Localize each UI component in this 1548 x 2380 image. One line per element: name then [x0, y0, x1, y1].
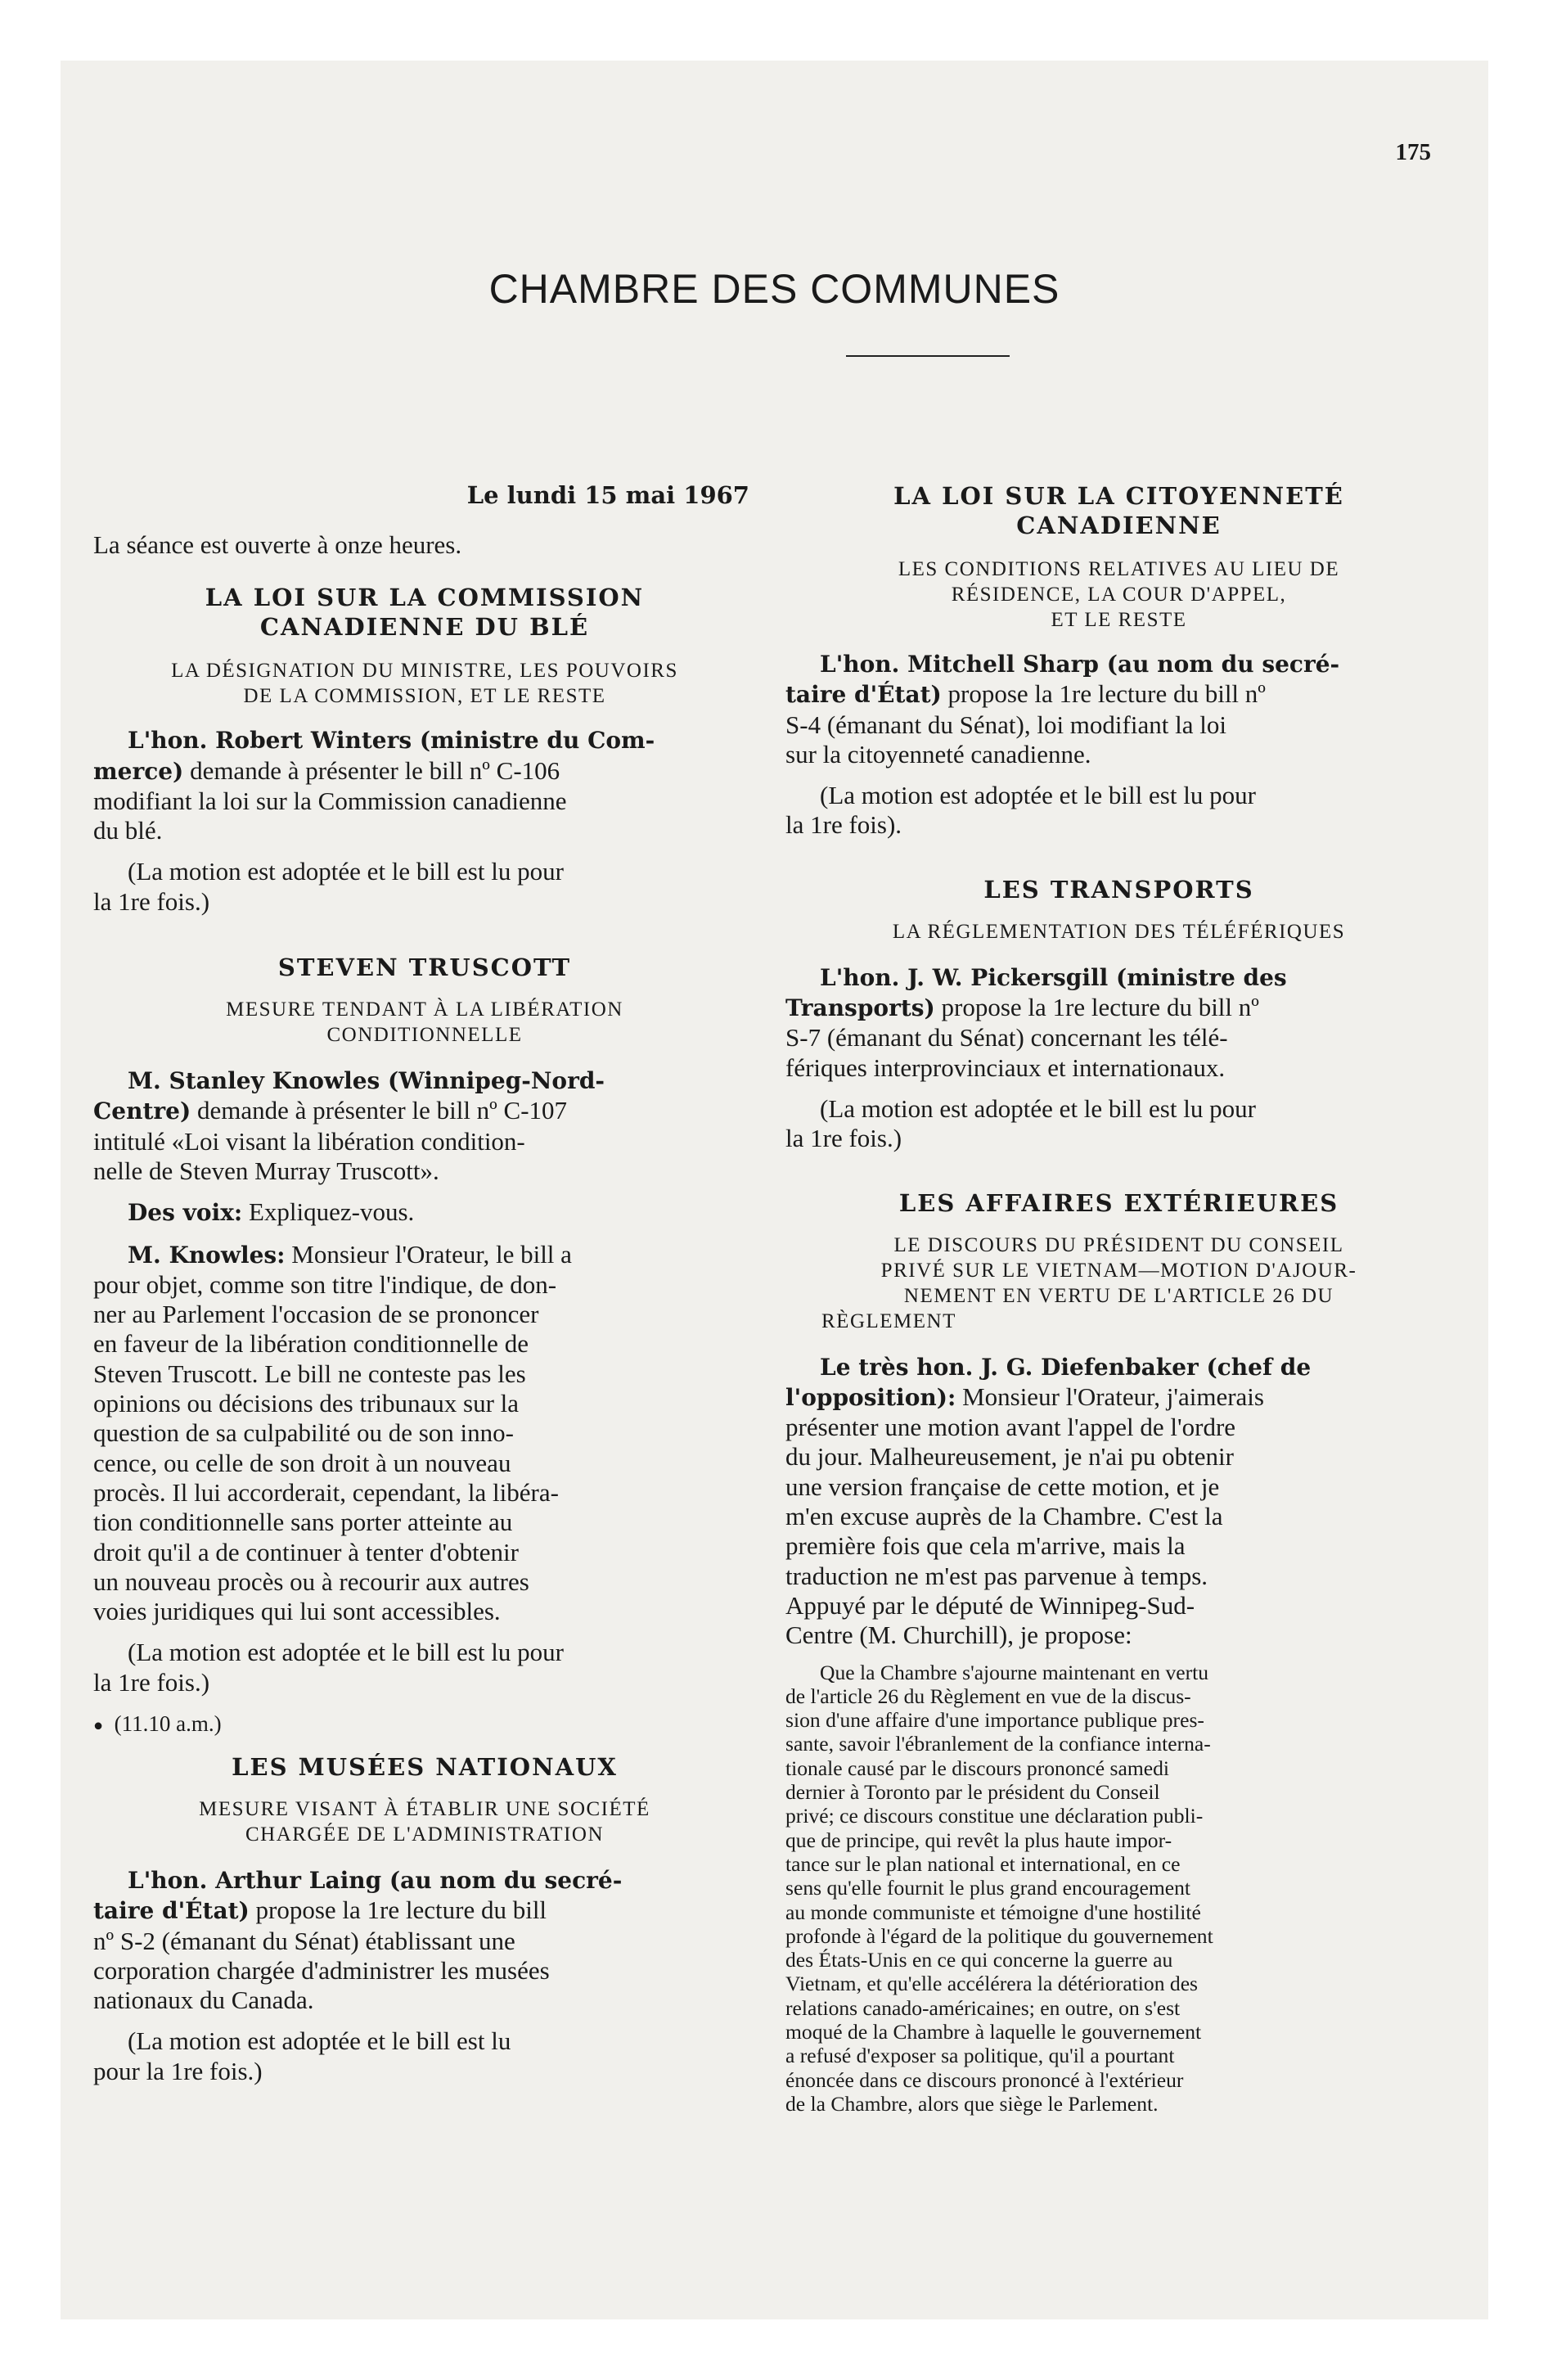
page-title: CHAMBRE DES COMMUNES [488, 266, 1060, 312]
section-subheading: ET LE RESTE [1051, 609, 1187, 631]
speech-text: Monsieur l'Orateur, j'aimerais [956, 1382, 1264, 1411]
section-heading: LES MUSÉES NATIONAUX [232, 1752, 618, 1781]
speech-text: Steven Truscott. Le bill ne conteste pas les [93, 1359, 526, 1388]
speech-text: Appuyé par le député de Winnipeg-Sud- [785, 1590, 1195, 1620]
section-museums [93, 1752, 756, 2086]
speech-text: Centre (M. Churchill), je propose: [785, 1620, 1132, 1650]
quote-line: des États-Unis en ce qui concerne la guerre au [785, 1948, 1173, 1972]
speech-text: droit qu'il a de continuer à tenter d'obtenir [93, 1537, 519, 1566]
speech-text: procès. Il lui accorderait, cependant, la libéra- [93, 1477, 559, 1507]
section-subheading: DE LA COMMISSION, ET LE RESTE [243, 685, 606, 708]
section-subheading: CHARGÉE DE L'ADMINISTRATION [245, 1823, 605, 1846]
right-column [785, 396, 1452, 2116]
quote-line: sens qu'elle fournit le plus grand encouragement [785, 1876, 1191, 1900]
speech-text: propose la 1re lecture du bill nº [941, 679, 1266, 709]
section-heading: CANADIENNE DU BLÉ [259, 613, 590, 642]
speech-text: pour objet, comme son titre l'indique, de don- [93, 1269, 557, 1299]
section-heading: LES AFFAIRES EXTÉRIEURES [898, 1188, 1339, 1217]
quote-line: de la Chambre, alors que siège le Parlement. [785, 2091, 1159, 2116]
speech-text: traduction ne m'est pas parvenue à temps. [785, 1561, 1208, 1590]
speech-text: voies juridiques qui lui sont accessibles. [93, 1597, 501, 1626]
section-truscott [93, 953, 756, 1741]
speaker-name: L'hon. J. W. Pickersgill (ministre des [820, 963, 1287, 991]
section-subheading: NEMENT EN VERTU DE L'ARTICLE 26 DU [903, 1284, 1334, 1307]
quote-line: tionale causé par le discours prononcé samedi [785, 1756, 1170, 1780]
speaker-name: taire d'État) [785, 681, 942, 709]
speech-text: présenter une motion avant l'appel de l'ordre [785, 1413, 1236, 1442]
motion-note [93, 2026, 756, 2086]
motion-text: (La motion est adoptée et le bill est lu pour [128, 1638, 564, 1667]
bullet-icon: ● [93, 1716, 104, 1735]
speech-text: nº S-2 (émanant du Sénat) établissant une [93, 1926, 515, 1955]
sitting-date: Le lundi 15 mai 1967 [466, 481, 749, 509]
motion-text: la 1re fois.) [785, 1124, 902, 1153]
speech-text: S-7 (émanant du Sénat) concernant les télé- [785, 1023, 1228, 1053]
motion-text: la 1re fois.) [93, 886, 210, 916]
section-subheading: LA RÉGLEMENTATION DES TÉLÉFÉRIQUES [892, 920, 1346, 943]
section-citizenship [785, 481, 1452, 841]
speech-text: propose la 1re lecture du bill nº [934, 993, 1259, 1022]
speech-text: cence, ou celle de son droit à un nouveau [93, 1448, 511, 1477]
quote-line: a refusé d'exposer sa politique, qu'il a pourtant [785, 2044, 1175, 2068]
speaker-name: L'hon. Robert Winters (ministre du Com- [128, 727, 655, 755]
quote-line: tance sur le plan national et international, en ce [785, 1851, 1181, 1876]
quote-line: relations canado-américaines; en outre, on s'est [785, 1995, 1181, 2020]
quote-line: profonde à l'égard de la politique du gouvernement [785, 1923, 1213, 1948]
section-heading: STEVEN TRUSCOTT [277, 953, 572, 982]
page-number: 175 [1395, 139, 1431, 165]
speech-text: modifiant la loi sur la Commission canadienne [93, 786, 567, 815]
motion-note [785, 781, 1452, 841]
motion-text: (La motion est adoptée et le bill est lu pour [820, 781, 1256, 810]
section-transports [785, 875, 1452, 1154]
motion-text: (La motion est adoptée et le bill est lu pour [820, 1093, 1256, 1123]
section-external-affairs [785, 1188, 1452, 2116]
section-heading: LA LOI SUR LA CITOYENNETÉ [893, 482, 1344, 510]
section-heading: CANADIENNE [1016, 512, 1222, 539]
speaker-name: M. Knowles: [128, 1241, 286, 1269]
speech-text: propose la 1re lecture du bill [249, 1895, 547, 1925]
speech-text: Expliquez-vous. [242, 1197, 415, 1227]
speech-paragraph [785, 1352, 1452, 1651]
speech-text: opinions ou décisions des tribunaux sur la [93, 1389, 520, 1418]
quote-line: privé; ce discours constitue une déclaration publi- [785, 1804, 1204, 1828]
motion-note [785, 1094, 1452, 1154]
speech-paragraph [785, 649, 1452, 769]
speaker-name: M. Stanley Knowles (Winnipeg-Nord- [128, 1067, 605, 1095]
section-subheading: LES CONDITIONS RELATIVES AU LIEU DE [898, 558, 1340, 580]
speech-text: du blé. [93, 816, 163, 845]
motion-text: pour la 1re fois.) [93, 2056, 263, 2085]
motion-text: (La motion est adoptée et le bill est lu [128, 2026, 511, 2056]
speaker-name: Centre) [93, 1098, 191, 1125]
quote-line: dernier à Toronto par le président du Conseil [785, 1780, 1160, 1805]
time-stamp [93, 1709, 756, 1741]
speaker-name: Le très hon. J. G. Diefenbaker (chef de [820, 1353, 1312, 1381]
motion-quote [785, 1661, 1452, 2116]
speech-text: tion conditionnelle sans porter atteinte au [93, 1508, 513, 1537]
speech-text: une version française de cette motion, et je [785, 1472, 1220, 1501]
speech-text: demande à présenter le bill nº C-107 [191, 1096, 568, 1125]
speech-text: du jour. Malheureusement, je n'ai pu obtenir [785, 1442, 1234, 1472]
speech-text: ner au Parlement l'occasion de se prononcer [93, 1300, 539, 1329]
motion-note [93, 857, 756, 917]
speech-text: fériques interprovinciaux et internationaux. [785, 1053, 1226, 1082]
section-subheading: RÉSIDENCE, LA COUR D'APPEL, [951, 584, 1287, 606]
speech-text: en faveur de la libération conditionnelle de [93, 1329, 529, 1359]
speech-text: corporation chargée d'administrer les musées [93, 1955, 550, 1985]
speaker-name: L'hon. Mitchell Sharp (au nom du secré- [820, 651, 1340, 678]
section-subheading: LA DÉSIGNATION DU MINISTRE, LES POUVOIRS [171, 660, 678, 683]
quote-line: sante, savoir l'ébranlement de la confiance interna- [785, 1732, 1211, 1756]
section-subheading: CONDITIONNELLE [326, 1024, 523, 1047]
speech-paragraph [93, 1066, 756, 1186]
speaker-name: Transports) [785, 994, 935, 1022]
speech-text: S-4 (émanant du Sénat), loi modifiant la loi [785, 710, 1226, 739]
speaker-name: L'hon. Arthur Laing (au nom du secré- [128, 1866, 623, 1894]
quote-line: Que la Chambre s'ajourne maintenant en vertu [820, 1660, 1209, 1684]
speech-text: nelle de Steven Murray Truscott». [93, 1156, 439, 1185]
section-heading: LA LOI SUR LA COMMISSION [205, 584, 645, 612]
speech-text: m'en excuse auprès de la Chambre. C'est la [785, 1502, 1223, 1531]
speech-text: un nouveau procès ou à recourir aux autres [93, 1566, 529, 1596]
motion-text: la 1re fois.) [93, 1667, 210, 1697]
section-subheading: MESURE TENDANT À LA LIBÉRATION [226, 998, 623, 1021]
sitting-opening: La séance est ouverte à onze heures. [93, 530, 462, 559]
motion-text: (La motion est adoptée et le bill est lu pour [128, 857, 564, 886]
speech-paragraph [785, 962, 1452, 1083]
quote-line: sion d'une affaire d'une importance publique pres- [785, 1708, 1204, 1733]
speech-text: question de sa culpabilité ou de son inno- [93, 1418, 514, 1448]
section-subheading: LE DISCOURS DU PRÉSIDENT DU CONSEIL [893, 1233, 1344, 1256]
interjection [93, 1197, 756, 1228]
motion-note [93, 1638, 756, 1697]
speech-paragraph [93, 1865, 756, 2015]
speaker-name: Des voix: [128, 1199, 243, 1227]
speaker-name: taire d'État) [93, 1897, 250, 1925]
quote-line: énoncée dans ce discours prononcé à l'extérieur [785, 2067, 1184, 2092]
quote-line: moqué de la Chambre à laquelle le gouvernement [785, 2019, 1202, 2044]
section-subheading: RÈGLEMENT [821, 1309, 956, 1332]
section-subheading: PRIVÉ SUR LE VIETNAM—MOTION D'AJOUR- [880, 1259, 1357, 1282]
title-divider [846, 355, 1010, 357]
section-subheading: MESURE VISANT À ÉTABLIR UNE SOCIÉTÉ [199, 1797, 650, 1820]
section-wheat-board [93, 583, 756, 917]
speech-paragraph [93, 725, 756, 845]
time-text: (11.10 a.m.) [114, 1711, 222, 1737]
speech-text: intitulé «Loi visant la libération condition- [93, 1126, 525, 1156]
quote-line: que de principe, qui revêt la plus haute impor- [785, 1828, 1172, 1852]
speaker-name: l'opposition): [785, 1383, 956, 1411]
speech-paragraph [93, 1240, 756, 1627]
speech-text: nationaux du Canada. [93, 1986, 314, 2015]
motion-text: la 1re fois). [785, 810, 902, 840]
speaker-name: merce) [93, 757, 184, 785]
document-page [61, 61, 1488, 2319]
speech-text: première fois que cela m'arrive, mais la [785, 1531, 1186, 1561]
quote-line: au monde communiste et témoigne d'une hostilité [785, 1900, 1201, 1924]
quote-line: de l'article 26 du Règlement en vue de la discus- [785, 1684, 1191, 1708]
speech-text: Monsieur l'Orateur, le bill a [285, 1239, 572, 1269]
quote-line: Vietnam, et qu'elle accélérera la détérioration des [785, 1972, 1199, 1996]
speech-text: sur la citoyenneté canadienne. [785, 739, 1091, 769]
section-heading: LES TRANSPORTS [983, 875, 1254, 904]
speech-text: demande à présenter le bill nº C-106 [183, 755, 560, 785]
left-column [93, 396, 756, 2086]
